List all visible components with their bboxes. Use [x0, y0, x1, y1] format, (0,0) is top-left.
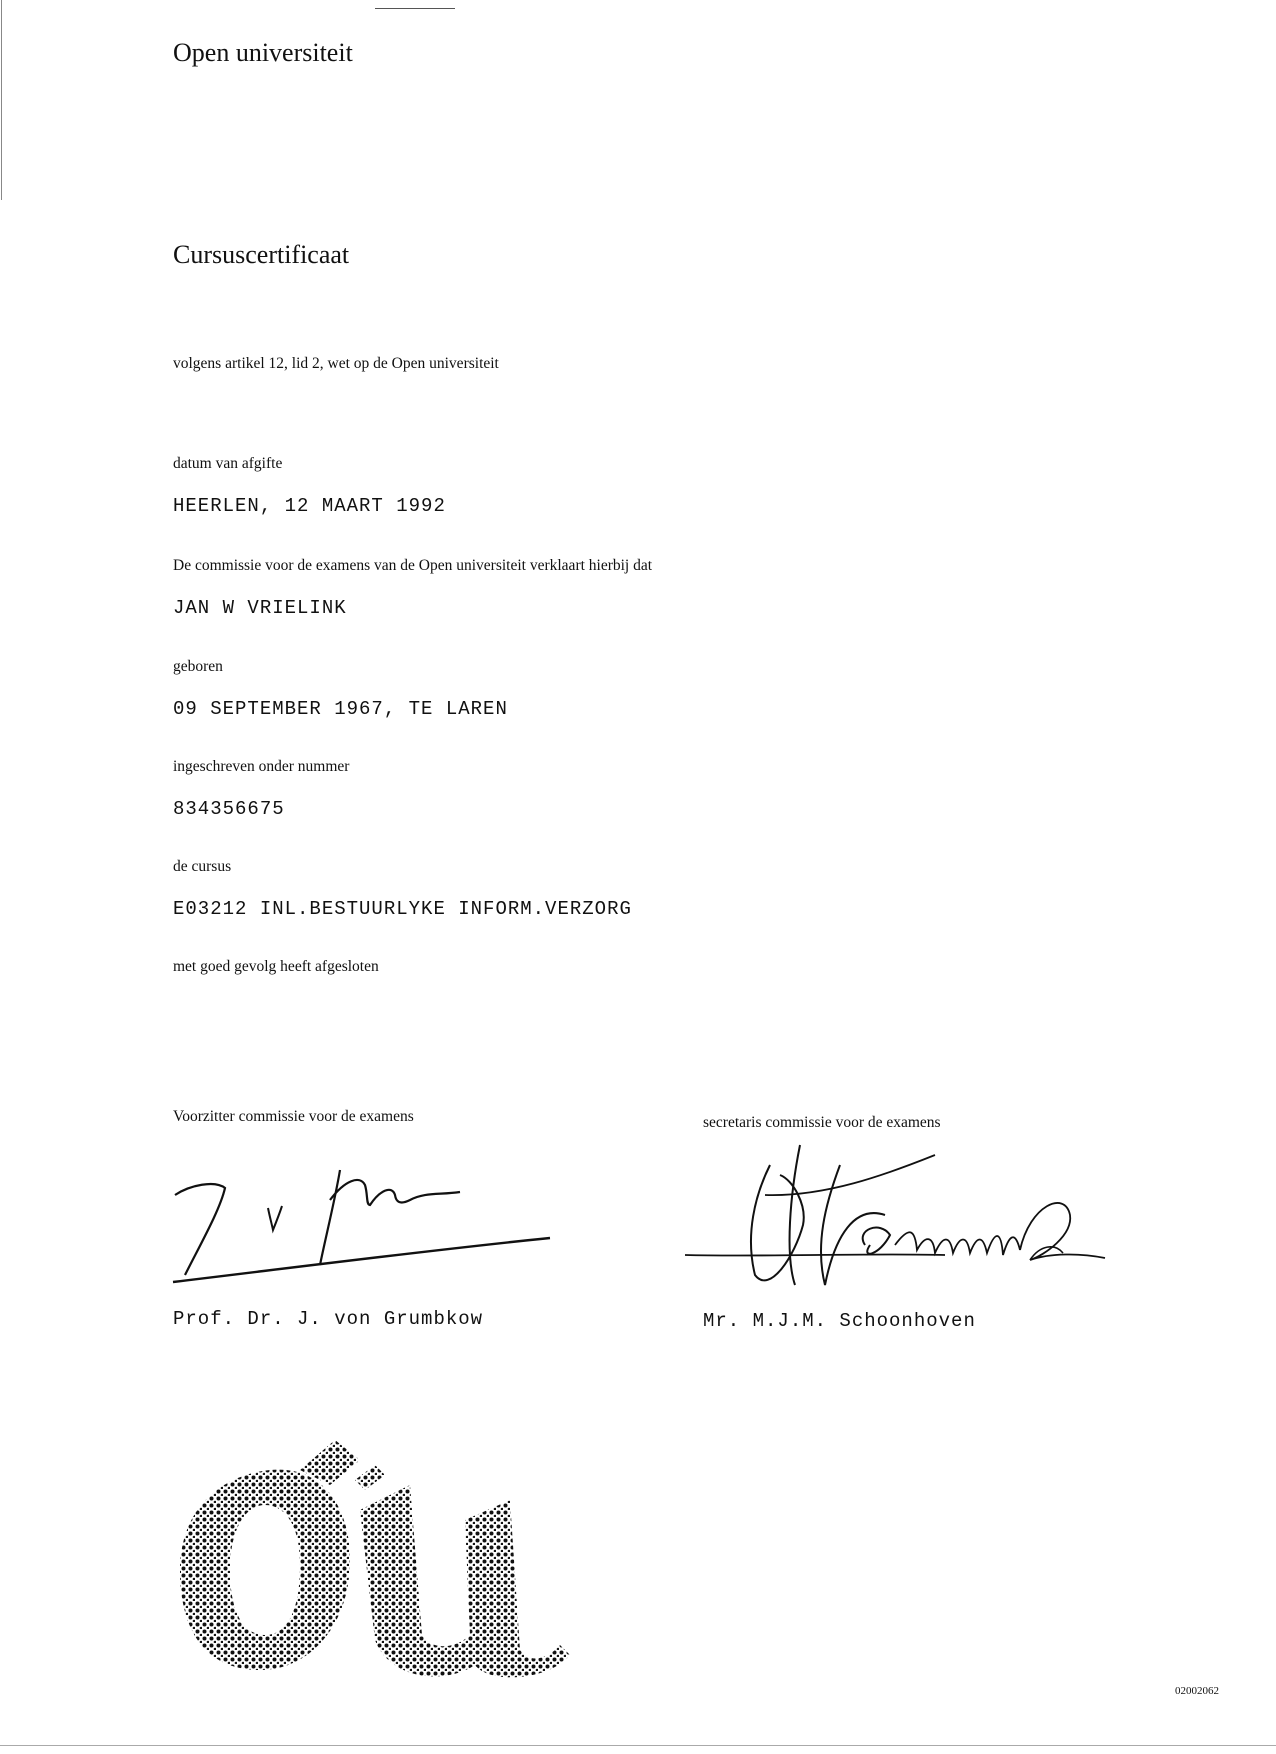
- issue-date-label: datum van afgifte: [173, 455, 283, 472]
- scan-artifact-bottom: [0, 1745, 1276, 1746]
- course-result: met goed gevolg heeft afgesloten: [173, 958, 379, 975]
- scan-artifact-top: [375, 8, 455, 9]
- registration-number-label: ingeschreven onder nummer: [173, 758, 350, 775]
- declaration-text: De commissie voor de examens van de Open universiteit verklaart hierbij dat: [173, 557, 653, 574]
- birth-value: 09 SEPTEMBER 1967, TE LAREN: [173, 698, 508, 720]
- chair-role: Voorzitter commissie voor de examens: [173, 1108, 414, 1125]
- institution-name: Open universiteit: [173, 38, 353, 67]
- document-number: 02002062: [1175, 1685, 1219, 1697]
- course-value: E03212 INL.BESTUURLYKE INFORM.VERZORG: [173, 898, 632, 920]
- scan-artifact-left: [1, 0, 2, 200]
- ou-logo: [160, 1440, 620, 1690]
- legal-basis: volgens artikel 12, lid 2, wet op de Open universiteit: [173, 355, 499, 372]
- issue-date-value: HEERLEN, 12 MAART 1992: [173, 495, 446, 517]
- student-name: JAN W VRIELINK: [173, 597, 347, 619]
- course-label: de cursus: [173, 858, 232, 875]
- birth-label: geboren: [173, 658, 223, 675]
- chair-name: Prof. Dr. J. von Grumbkow: [173, 1308, 484, 1330]
- secretary-role: secretaris commissie voor de examens: [703, 1114, 941, 1131]
- document-title: Cursuscertificaat: [173, 240, 350, 269]
- registration-number-value: 834356675: [173, 798, 285, 820]
- chair-signature: [170, 1150, 570, 1290]
- secretary-name: Mr. M.J.M. Schoonhoven: [703, 1310, 976, 1332]
- secretary-signature: [685, 1135, 1105, 1305]
